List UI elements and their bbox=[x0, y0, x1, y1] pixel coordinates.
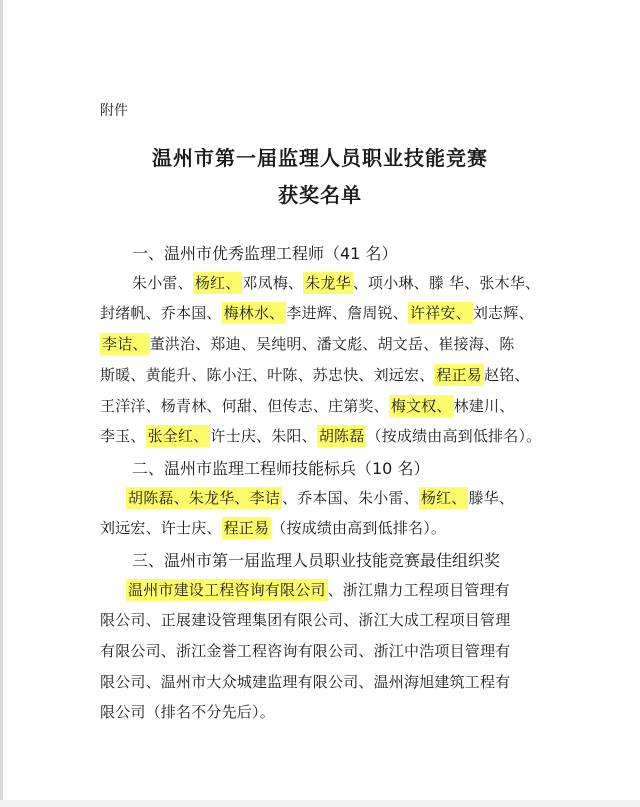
text-segment: 有限公司、浙江金誉工程咨询有限公司、浙江中浩项目管理有 bbox=[100, 642, 511, 660]
text-segment: （按成绩由高到低排名）。 bbox=[271, 519, 447, 537]
section2-line-1 bbox=[126, 487, 514, 508]
section1-line-1 bbox=[132, 272, 540, 293]
scan-edge-left bbox=[0, 0, 3, 807]
text-segment: 滕华、 bbox=[468, 489, 515, 507]
text-segment: 朱小雷、 bbox=[132, 274, 193, 292]
text-segment: 邓凤梅、 bbox=[242, 274, 304, 292]
section2-line-2 bbox=[100, 517, 446, 538]
text-segment: 、项小琳、滕 华、张木华、 bbox=[352, 274, 541, 292]
highlighted-name: 朱龙华 bbox=[305, 274, 351, 292]
text-segment: 王洋洋、杨青林、何甜、但传志、庄第奖、 bbox=[100, 397, 389, 415]
section3-line-4 bbox=[100, 671, 510, 692]
highlighted-name: 许祥安、 bbox=[410, 304, 471, 322]
scan-edge-bottom bbox=[0, 800, 640, 807]
section2-heading: 二、温州市监理工程师技能标兵（10 名） bbox=[132, 459, 430, 478]
text-segment: 斯暖、黄能升、陈小汪、叶陈、苏忠快、刘远宏、 bbox=[100, 366, 435, 384]
text-segment: 许士庆、朱阳、 bbox=[210, 427, 317, 445]
text-segment: 李进辉、詹周锐、 bbox=[286, 304, 409, 322]
section3-line-1 bbox=[126, 579, 510, 600]
text-segment: 限公司（排名不分先后）。 bbox=[100, 703, 275, 721]
text-segment: 刘远宏、许士庆、 bbox=[100, 519, 222, 537]
text-segment: （按成绩由高到低排名）。 bbox=[366, 427, 542, 445]
section3-line-3 bbox=[100, 640, 510, 661]
highlighted-name: 胡陈磊、朱龙华、李诘 bbox=[128, 489, 281, 507]
section1-line-6 bbox=[100, 425, 541, 446]
section1-heading: 一、温州市优秀监理工程师（41 名） bbox=[132, 244, 398, 263]
text-segment: 限公司、正展建设管理集团有限公司、浙江大成工程项目管理 bbox=[100, 611, 511, 629]
section1-line-3 bbox=[100, 333, 514, 354]
highlighted-name: 程正易 bbox=[223, 519, 270, 537]
text-segment: 、乔本国、朱小雷、 bbox=[282, 489, 419, 507]
highlighted-name: 杨红、 bbox=[420, 489, 467, 507]
section3-line-2 bbox=[100, 609, 510, 630]
text-segment: 李玉、 bbox=[100, 427, 146, 445]
document-title: 温州市第一届监理人员职业技能竞赛 bbox=[152, 146, 488, 170]
text-segment: 林建川、 bbox=[453, 397, 515, 415]
section3-line-5 bbox=[100, 701, 275, 722]
text-segment: 封绪帆、乔本国、 bbox=[100, 304, 222, 322]
section1-line-2 bbox=[100, 302, 534, 323]
highlighted-name: 李诘、 bbox=[102, 335, 148, 353]
highlighted-name: 梅文权、 bbox=[390, 397, 452, 415]
attachment-label: 附件 bbox=[100, 103, 128, 119]
highlighted-name: 程正易 bbox=[436, 366, 483, 384]
text-segment: 董洪治、郑迪、吴纯明、潘文彪、胡文岳、崔接海、陈 bbox=[149, 335, 515, 353]
highlighted-name: 温州市建设工程咨询有限公司 bbox=[128, 581, 326, 599]
section3-heading: 三、温州市第一届监理人员职业技能竞赛最佳组织奖 bbox=[132, 551, 501, 570]
text-segment: 赵铭、 bbox=[484, 366, 530, 384]
highlighted-name: 杨红、 bbox=[194, 274, 241, 292]
section1-line-4 bbox=[100, 364, 530, 385]
text-segment: 刘志辉、 bbox=[472, 304, 534, 322]
highlighted-name: 梅林水、 bbox=[223, 304, 285, 322]
highlighted-name: 张全红、 bbox=[147, 427, 209, 445]
text-segment: 限公司、温州市大众城建监理有限公司、温州海旭建筑工程有 bbox=[100, 673, 511, 691]
document-subtitle: 获奖名单 bbox=[278, 183, 362, 207]
section1-line-5 bbox=[100, 395, 514, 416]
highlighted-name: 胡陈磊 bbox=[318, 427, 365, 445]
text-segment: 、浙江鼎力工程项目管理有 bbox=[327, 581, 511, 599]
